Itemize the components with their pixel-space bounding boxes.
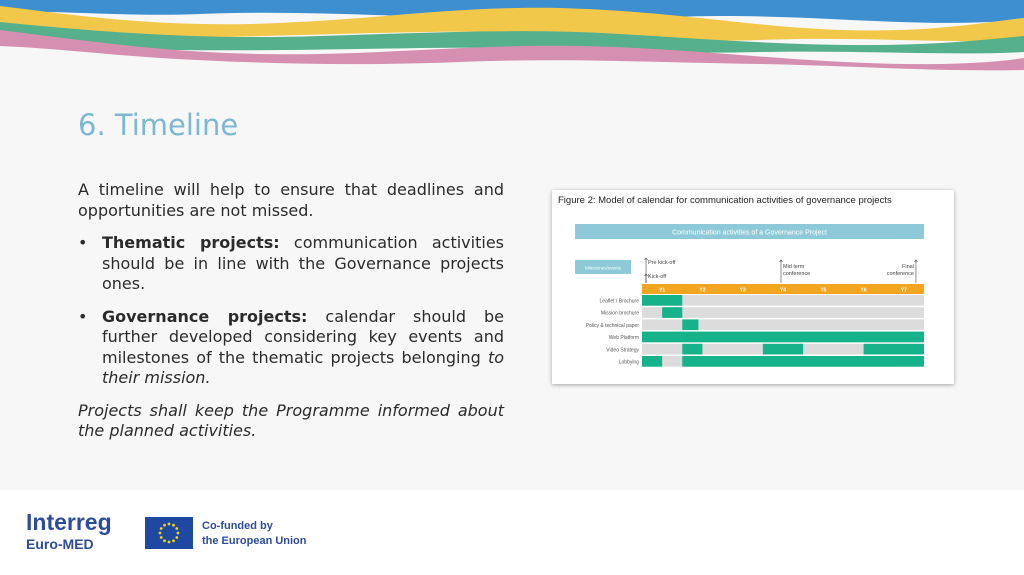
year-tick-label: Y6 (860, 287, 867, 294)
decorative-wave-banner (0, 0, 1024, 80)
cofunded-line1: Co-funded by (202, 520, 273, 532)
bullet-emphasis: to their mission. (102, 347, 504, 387)
slide-title: 6. Timeline (78, 108, 239, 142)
flag-star (160, 536, 163, 539)
flag-star (168, 541, 171, 544)
activity-label: Policy & technical paper (585, 322, 639, 329)
year-tick-label: Y5 (820, 287, 827, 294)
milestone-label: Final (902, 264, 914, 270)
interreg-logo: Interreg (26, 509, 112, 535)
flag-star (172, 539, 175, 542)
bullet-thematic-projects (78, 233, 504, 295)
activity-bar (642, 295, 682, 306)
activity-bar (642, 356, 662, 367)
year-tick-label: Y1 (659, 287, 666, 294)
flag-star (172, 524, 175, 527)
flag-background (145, 517, 193, 549)
year-tick-label: Y2 (699, 287, 706, 294)
intro-paragraph: A timeline will help to ensure that deadlines and opportunities are not missed. (78, 180, 504, 220)
milestones-label: Milestones/events (584, 265, 622, 271)
year-tick-label: Y7 (900, 287, 907, 294)
activity-bar (763, 344, 803, 355)
flag-star (177, 532, 180, 535)
flag-star (160, 527, 163, 530)
figure-caption: Figure 2: Model of calendar for communication activities of governance projects (558, 195, 892, 206)
figure-header-text: Communication activities of a Governance Project (672, 229, 827, 237)
bullet-text: communication activities should be in line with the Governance projects ones. (102, 233, 504, 293)
cofunded-line2: the European Union (202, 535, 307, 547)
activity-label: Leaflet / Brochure (599, 298, 639, 305)
activity-bar (662, 307, 682, 318)
bullet-label: Governance projects: (102, 306, 308, 326)
bullet-text: calendar should be further developed considering key events and milestones of the thematic projects belonging (102, 306, 504, 367)
bullet-dot: • (78, 306, 88, 326)
activity-bar (682, 319, 698, 330)
year-tick-label: Y4 (779, 287, 787, 294)
slide-body (78, 180, 504, 454)
milestone-label: Mid term (782, 264, 805, 270)
bullet-governance-projects (78, 307, 504, 389)
flag-star (163, 524, 166, 527)
activity-label: Video Strategy (606, 347, 639, 354)
activity-track (642, 307, 924, 318)
flag-star (175, 527, 178, 530)
milestone-label: Kick-off (648, 274, 667, 280)
milestone-label: conference (782, 271, 811, 277)
calendar-figure (552, 190, 954, 384)
activity-bar (682, 356, 924, 367)
activity-bar (864, 344, 924, 355)
milestone-label: Pre kick-off (648, 260, 676, 266)
euromed-logo-text: Euro-MED (26, 536, 94, 552)
year-tick-label: Y3 (739, 287, 746, 294)
activity-label: Lobbying (618, 359, 639, 366)
milestone-label: conference (886, 271, 914, 277)
activity-track (642, 295, 924, 306)
activity-label: Mission brochure (600, 310, 639, 317)
eu-flag-icon (145, 517, 193, 549)
flag-star (163, 539, 166, 542)
bullet-label: Thematic projects: (102, 233, 280, 252)
flag-star (168, 523, 171, 526)
gantt-chart (552, 190, 954, 384)
activity-bar (682, 344, 702, 355)
bullet-dot: • (78, 233, 88, 252)
flag-star (175, 536, 178, 539)
activity-bar (642, 332, 924, 343)
activity-label: Web Platform (608, 335, 639, 342)
flag-star (159, 532, 162, 535)
cofunded-text (202, 519, 307, 549)
closing-note: Projects shall keep the Programme informed about the planned activities. (78, 400, 504, 440)
